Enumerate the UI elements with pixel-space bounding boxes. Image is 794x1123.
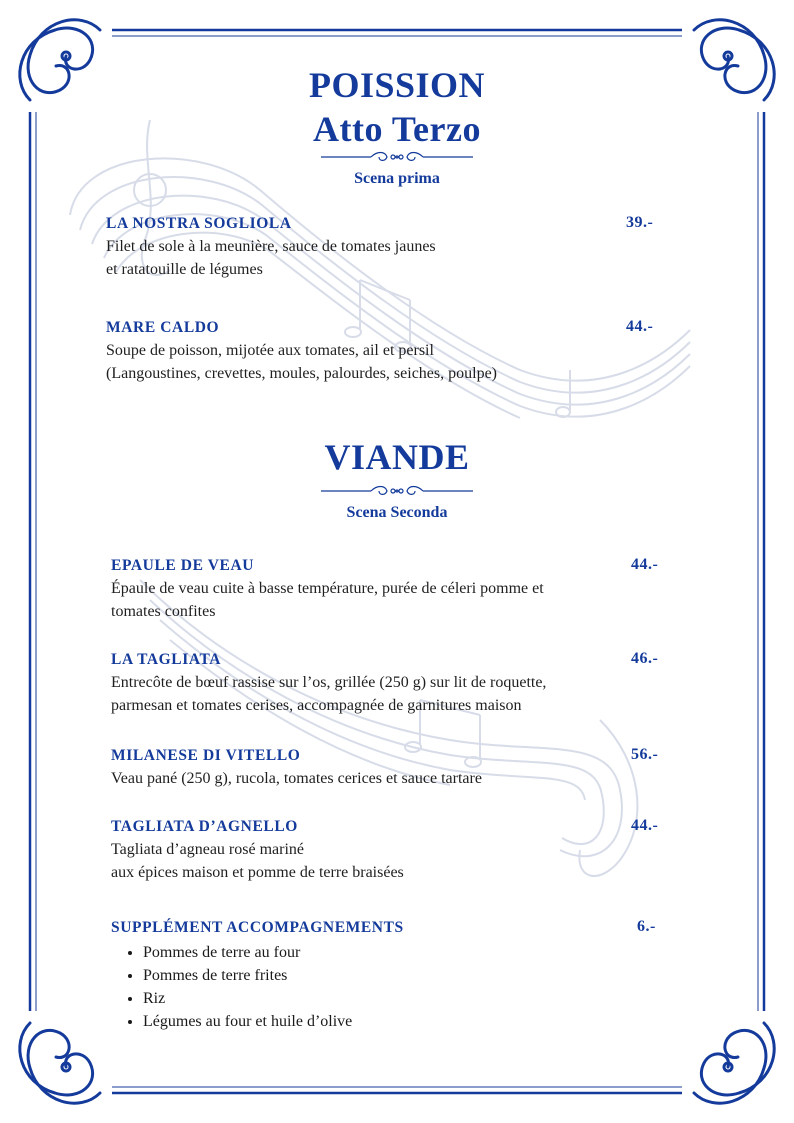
supplement-price: 6.-: [637, 918, 656, 935]
section-title-meat: VIANDE: [324, 437, 470, 477]
dish-description: Filet de sole à la meunière, sauce de tomates jaunes: [106, 238, 436, 255]
side-option: • Légumes au four et huile d’olive: [143, 1010, 631, 1033]
dish-name: LA NOSTRA SOGLIOLA: [106, 215, 292, 232]
menu-item: [111, 816, 631, 884]
dish-name: MILANESE DI VITELLO: [111, 747, 301, 764]
dish-description: Veau pané (250 g), rucola, tomates cerices et sauce tartare: [111, 770, 482, 787]
corner-flourish-bottom-right: [682, 1011, 774, 1103]
dish-description: tomates confites: [111, 603, 216, 620]
supplement-item: [111, 917, 631, 1033]
dish-price: 46.-: [631, 650, 659, 667]
menu-item: [106, 213, 666, 281]
dish-description: Épaule de veau cuite à basse température, purée de céleri pomme et: [111, 580, 544, 597]
dish-price: 44.-: [631, 556, 659, 573]
side-option: • Pommes de terre frites: [143, 964, 631, 987]
dish-description: parmesan et tomates cerises, accompagnée de garnitures maison: [111, 697, 522, 714]
ornament-divider: [321, 484, 473, 498]
dish-name: MARE CALDO: [106, 319, 220, 336]
scene-subtitle-fish: Scena prima: [354, 170, 440, 187]
dish-price: 56.-: [631, 746, 659, 763]
corner-flourish-bottom-left: [20, 1011, 112, 1103]
menu-item: [111, 745, 631, 790]
menu-item: [111, 649, 631, 717]
dish-description: aux épices maison et pomme de terre braisées: [111, 864, 404, 881]
ornament-divider: [321, 150, 473, 164]
dish-description: (Langoustines, crevettes, moules, palourdes, seiches, poulpe): [106, 365, 497, 382]
dish-price: 44.-: [631, 817, 659, 834]
side-option: • Riz: [143, 987, 631, 1010]
dish-name: TAGLIATA D’AGNELLO: [111, 818, 298, 835]
menu-item: [106, 317, 706, 385]
dish-price: 44.-: [626, 318, 654, 335]
dish-description: et ratatouille de légumes: [106, 261, 263, 278]
menu-item: [111, 555, 631, 623]
section-act-title: Atto Terzo: [313, 109, 481, 149]
side-options-list: [111, 941, 631, 1033]
supplement-name: SUPPLÉMENT ACCOMPAGNEMENTS: [111, 919, 404, 936]
dish-name: EPAULE DE VEAU: [111, 557, 255, 574]
dish-name: LA TAGLIATA: [111, 651, 222, 668]
dish-description: Soupe de poisson, mijotée aux tomates, ail et persil: [106, 342, 434, 359]
dish-description: Entrecôte de bœuf rassise sur l’os, grillée (250 g) sur lit de roquette,: [111, 674, 547, 691]
dish-description: Tagliata d’agneau rosé mariné: [111, 841, 305, 858]
side-option: • Pommes de terre au four: [143, 941, 631, 964]
dish-price: 39.-: [626, 214, 654, 231]
section-title-fish: POISSION: [308, 65, 486, 105]
scene-subtitle-meat: Scena Seconda: [346, 504, 448, 521]
